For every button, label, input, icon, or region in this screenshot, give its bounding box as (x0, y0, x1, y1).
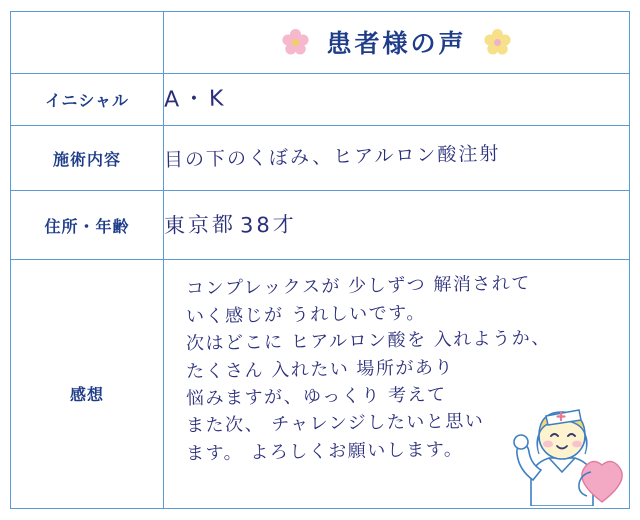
label-address-age: 住所・年齢 (11, 191, 164, 260)
impression-line: また次、 チャレンジしたいと思い (185, 410, 485, 437)
table-row-impression (11, 260, 630, 509)
header-title-cell (164, 12, 630, 74)
table-row-address (11, 191, 630, 260)
value-initial: A・K (163, 85, 228, 113)
page-title: 患者様の声 (326, 29, 467, 59)
table-row-treatment (11, 126, 630, 191)
value-address: 東京都 (163, 212, 237, 238)
label-impression: 感想 (69, 384, 104, 404)
impression-line: たくさん 入れたい 場所があり (185, 356, 455, 382)
flower-icon-right (485, 29, 511, 55)
table-row-initial (11, 73, 630, 125)
patient-voice-table (10, 11, 630, 509)
value-treatment: 目の下のくぼみ、ヒアルロン酸注射 (163, 143, 501, 172)
impression-line: コンプレックスが 少しずつ 解消されて (185, 273, 532, 300)
label-impression-cell (11, 260, 164, 509)
header-empty-cell (11, 12, 164, 74)
flower-icon-left (282, 29, 308, 55)
value-address-cell (164, 191, 630, 260)
label-treatment: 施術内容 (11, 126, 164, 191)
table-row-header (11, 12, 630, 74)
impression-line: 次はどこに ヒアルロン酸を 入れようか、 (185, 327, 551, 355)
label-initial: イニシャル (11, 73, 164, 125)
value-impression-cell (164, 260, 630, 509)
impression-text (186, 272, 619, 464)
value-initial-cell (164, 73, 630, 125)
impression-line: ます。 よろしくお願いします。 (185, 438, 464, 465)
impression-line: いく感じが うれしいです。 (185, 302, 426, 328)
value-treatment-cell (164, 126, 630, 191)
impression-line: 悩みますが、ゆっくり 考えて (185, 384, 447, 410)
value-age: 38才 (240, 212, 298, 238)
